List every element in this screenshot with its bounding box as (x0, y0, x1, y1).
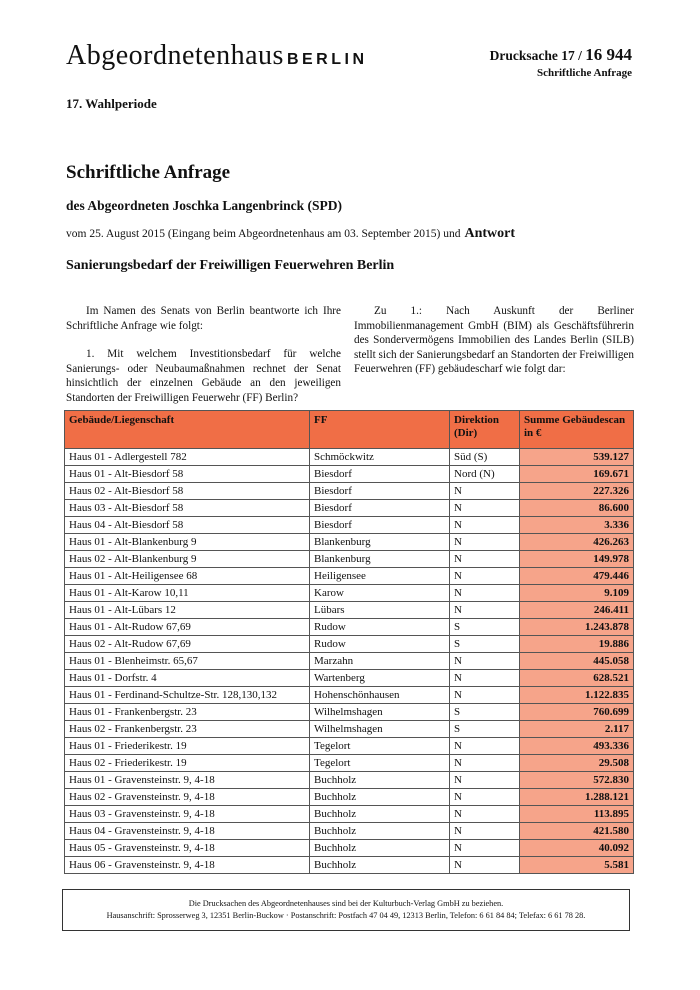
cell-sum: 572.830 (520, 772, 634, 789)
cell-sum: 246.411 (520, 602, 634, 619)
cell-ff: Biesdorf (310, 500, 450, 517)
cell-ff: Hohenschönhausen (310, 687, 450, 704)
cell-building: Haus 01 - Alt-Karow 10,11 (65, 585, 310, 602)
cell-ff: Biesdorf (310, 517, 450, 534)
cell-ff: Buchholz (310, 772, 450, 789)
header-sum: Summe Gebäudescan in € (520, 411, 634, 449)
subject-heading: Sanierungsbedarf der Freiwilligen Feuerwehren Berlin (66, 258, 395, 273)
table-row (65, 806, 634, 823)
table-row (65, 704, 634, 721)
cell-direction: N (450, 602, 520, 619)
cell-sum: 628.521 (520, 670, 634, 687)
left-column (66, 304, 341, 405)
table-row (65, 789, 634, 806)
cell-sum: 40.092 (520, 840, 634, 857)
cell-ff: Wartenberg (310, 670, 450, 687)
cell-sum: 86.600 (520, 500, 634, 517)
header-direction: Direktion (Dir) (450, 411, 520, 449)
cell-ff: Blankenburg (310, 534, 450, 551)
cell-sum: 493.336 (520, 738, 634, 755)
cell-building: Haus 04 - Alt-Biesdorf 58 (65, 517, 310, 534)
cell-sum: 1.288.121 (520, 789, 634, 806)
cell-building: Haus 04 - Gravensteinstr. 9, 4-18 (65, 823, 310, 840)
cell-direction: N (450, 568, 520, 585)
dates-text: vom 25. August 2015 (Eingang beim Abgeordnetenhaus am 03. September 2015) und (66, 228, 461, 240)
cell-ff: Blankenburg (310, 551, 450, 568)
cell-building: Haus 01 - Friederikestr. 19 (65, 738, 310, 755)
cell-sum: 3.336 (520, 517, 634, 534)
document-number-label: Drucksache 17 / (489, 48, 582, 63)
cell-ff: Marzahn (310, 653, 450, 670)
cell-direction: Süd (S) (450, 449, 520, 466)
cell-sum: 9.109 (520, 585, 634, 602)
cell-building: Haus 02 - Alt-Rudow 67,69 (65, 636, 310, 653)
cell-sum: 445.058 (520, 653, 634, 670)
cell-ff: Buchholz (310, 823, 450, 840)
table-row (65, 568, 634, 585)
table-row (65, 534, 634, 551)
answer-label: Antwort (464, 226, 516, 241)
cell-direction: N (450, 585, 520, 602)
cell-direction: N (450, 687, 520, 704)
cell-building: Haus 01 - Gravensteinstr. 9, 4-18 (65, 772, 310, 789)
cell-building: Haus 01 - Alt-Biesdorf 58 (65, 466, 310, 483)
author-line: des Abgeordneten Joschka Langenbrinck (SPD) (66, 198, 343, 213)
cell-ff: Rudow (310, 619, 450, 636)
table-row (65, 466, 634, 483)
cell-building: Haus 01 - Alt-Lübars 12 (65, 602, 310, 619)
cell-building: Haus 02 - Alt-Blankenburg 9 (65, 551, 310, 568)
cell-ff: Heiligensee (310, 568, 450, 585)
table-row (65, 738, 634, 755)
cell-direction: N (450, 772, 520, 789)
brand-name: Abgeordnetenhaus (66, 40, 284, 71)
cell-building: Haus 01 - Alt-Heiligensee 68 (65, 568, 310, 585)
cell-direction: N (450, 500, 520, 517)
cell-ff: Schmöckwitz (310, 449, 450, 466)
cell-sum: 1.243.878 (520, 619, 634, 636)
cell-sum: 29.508 (520, 755, 634, 772)
intro-paragraph: Im Namen des Senats von Berlin beantworte ich Ihre Schriftliche Anfrage wie folgt: (66, 305, 341, 332)
dates-line (66, 226, 515, 242)
table-header-row (65, 411, 634, 449)
table-row (65, 483, 634, 500)
right-column (354, 304, 634, 377)
cell-sum: 169.671 (520, 466, 634, 483)
cell-ff: Buchholz (310, 840, 450, 857)
cell-direction: Nord (N) (450, 466, 520, 483)
table-row (65, 449, 634, 466)
cell-ff: Wilhelmshagen (310, 721, 450, 738)
cell-sum: 227.326 (520, 483, 634, 500)
cell-building: Haus 01 - Adlergestell 782 (65, 449, 310, 466)
table-row (65, 517, 634, 534)
cell-sum: 426.263 (520, 534, 634, 551)
table-row (65, 857, 634, 874)
cell-direction: N (450, 857, 520, 874)
cell-building: Haus 06 - Gravensteinstr. 9, 4-18 (65, 857, 310, 874)
cell-sum: 2.117 (520, 721, 634, 738)
table-row (65, 823, 634, 840)
cell-direction: S (450, 704, 520, 721)
cell-direction: N (450, 483, 520, 500)
cell-sum: 19.886 (520, 636, 634, 653)
brand-city: BERLIN (286, 51, 368, 68)
table-row (65, 687, 634, 704)
cell-building: Haus 02 - Alt-Biesdorf 58 (65, 483, 310, 500)
cell-ff: Rudow (310, 636, 450, 653)
cell-direction: N (450, 823, 520, 840)
cell-direction: N (450, 517, 520, 534)
cell-building: Haus 03 - Alt-Biesdorf 58 (65, 500, 310, 517)
table-row (65, 772, 634, 789)
cell-building: Haus 01 - Ferdinand-Schultze-Str. 128,130,132 (65, 687, 310, 704)
page-title: Schriftliche Anfrage (66, 162, 231, 183)
table-row (65, 585, 634, 602)
table-row (65, 602, 634, 619)
cell-direction: N (450, 806, 520, 823)
cell-building: Haus 01 - Blenheimstr. 65,67 (65, 653, 310, 670)
cell-ff: Lübars (310, 602, 450, 619)
cell-sum: 1.122.835 (520, 687, 634, 704)
cell-ff: Biesdorf (310, 483, 450, 500)
cell-direction: N (450, 534, 520, 551)
table-body (65, 449, 634, 874)
table-row (65, 551, 634, 568)
cell-building: Haus 01 - Alt-Blankenburg 9 (65, 534, 310, 551)
cell-building: Haus 03 - Gravensteinstr. 9, 4-18 (65, 806, 310, 823)
cell-direction: S (450, 619, 520, 636)
cell-ff: Karow (310, 585, 450, 602)
renovation-cost-table (64, 410, 634, 874)
table-row (65, 721, 634, 738)
table-row (65, 755, 634, 772)
legislative-period: 17. Wahlperiode (66, 96, 157, 111)
cell-direction: N (450, 840, 520, 857)
cell-ff: Tegelort (310, 755, 450, 772)
cell-direction: N (450, 755, 520, 772)
cell-building: Haus 02 - Gravensteinstr. 9, 4-18 (65, 789, 310, 806)
cell-building: Haus 01 - Frankenbergstr. 23 (65, 704, 310, 721)
cell-direction: N (450, 670, 520, 687)
document-number (490, 45, 632, 65)
cell-ff: Wilhelmshagen (310, 704, 450, 721)
footer-line-1: Die Drucksachen des Abgeordnetenhauses sind bei der Kulturbuch-Verlag GmbH zu beziehen. (188, 899, 504, 908)
brand-logo (66, 40, 368, 72)
cell-direction: S (450, 636, 520, 653)
table-row (65, 500, 634, 517)
table-row (65, 636, 634, 653)
cell-building: Haus 01 - Alt-Rudow 67,69 (65, 619, 310, 636)
cell-sum: 113.895 (520, 806, 634, 823)
cell-ff: Buchholz (310, 806, 450, 823)
document-type: Schriftliche Anfrage (536, 67, 632, 79)
footer-box (62, 889, 630, 931)
document-number-value: 16 944 (585, 45, 632, 64)
cell-ff: Buchholz (310, 789, 450, 806)
cell-ff: Tegelort (310, 738, 450, 755)
question-paragraph: 1. Mit welchem Investitionsbedarf für welche Sanierungs- oder Neubaumaßnahmen rechnet der Senat hinsichtlich der einzelnen Gebäude an den jeweiligen Standorten der Freiwilligen Feuerwehr (FF) Berlin? (66, 348, 341, 404)
cell-building: Haus 01 - Dorfstr. 4 (65, 670, 310, 687)
cell-ff: Buchholz (310, 857, 450, 874)
cell-ff: Biesdorf (310, 466, 450, 483)
cell-direction: N (450, 551, 520, 568)
table-row (65, 619, 634, 636)
cell-sum: 149.978 (520, 551, 634, 568)
table-row (65, 670, 634, 687)
cell-building: Haus 02 - Friederikestr. 19 (65, 755, 310, 772)
footer-line-2: Hausanschrift: Sprosserweg 3, 12351 Berlin-Buckow · Postanschrift: Postfach 47 04 49, 12313 Berlin, Telefon: 6 61 84 84; Telefax: 6 61 78 28. (106, 911, 586, 920)
table-row (65, 840, 634, 857)
cell-direction: N (450, 653, 520, 670)
cell-sum: 539.127 (520, 449, 634, 466)
cell-building: Haus 05 - Gravensteinstr. 9, 4-18 (65, 840, 310, 857)
cell-sum: 760.699 (520, 704, 634, 721)
cell-direction: S (450, 721, 520, 738)
cell-direction: N (450, 789, 520, 806)
table-row (65, 653, 634, 670)
header-ff: FF (310, 411, 450, 449)
cell-building: Haus 02 - Frankenbergstr. 23 (65, 721, 310, 738)
cell-sum: 421.580 (520, 823, 634, 840)
cell-sum: 5.581 (520, 857, 634, 874)
answer-paragraph: Zu 1.: Nach Auskunft der Berliner Immobilienmanagement GmbH (BIM) als Geschäftsführerin des Sondervermögens Immobilien des Landes Berlin (SILB) stellt sich der Sanierungsbedarf an Standorten der Freiwilligen Feuerwehren (FF) gebäudescharf wie folgt dar: (354, 305, 634, 375)
header-building: Gebäude/Liegenschaft (65, 411, 310, 449)
cell-direction: N (450, 738, 520, 755)
cell-sum: 479.446 (520, 568, 634, 585)
